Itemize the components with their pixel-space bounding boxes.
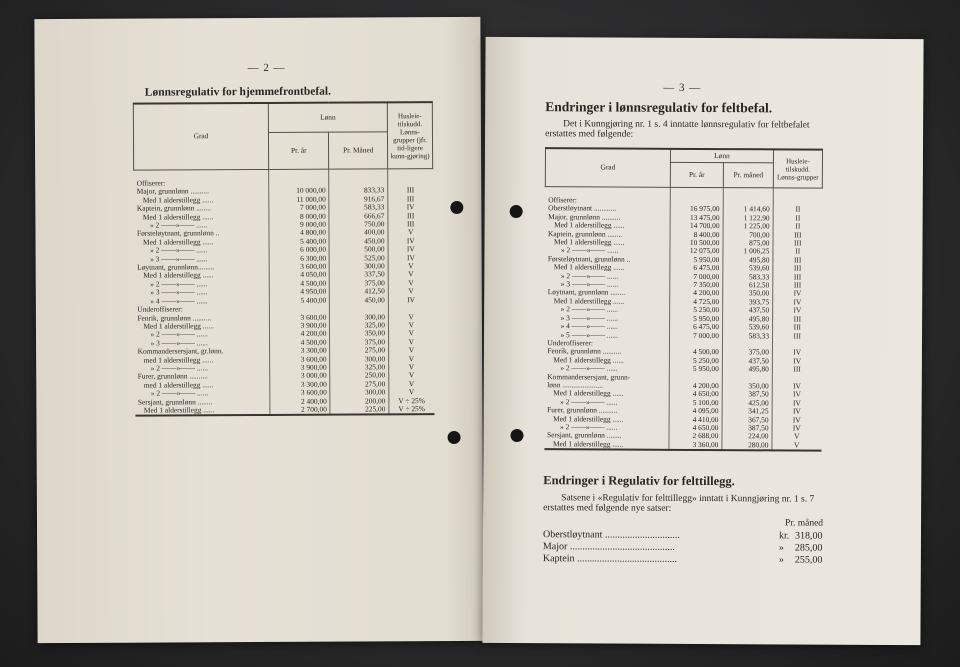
monthly-cell: 495,80 [723,315,773,324]
monthly-cell: 1 006,25 [723,248,773,257]
supplement-label: Oberstløytnant .............................. [542,529,680,541]
group-cell: IV [772,416,821,425]
grade-cell: Furer, grunnlønn .......... [137,371,208,381]
grade-cell: Kommandersersjant, gr.lønn. [137,346,224,356]
group-cell: II [773,206,822,215]
monthly-cell: 224,00 [722,432,772,441]
grade-cell: Førsteløytnant, grunnlønn .. [547,254,631,264]
group-cell: V [389,388,434,397]
monthly-cell: 225,00 [330,405,389,415]
supplement-intro: Satsene i «Regulativ for felttillegg» inntatt i Kunngjøring nr. 1 s. 7 erstattes med følgende nye satser: [543,493,815,514]
monthly-cell: 400,00 [329,229,388,238]
annual-cell: 16 975,00 [670,205,723,214]
annual-cell: 13 475,00 [670,214,723,223]
annual-cell: 6 475,00 [670,323,723,332]
group-cell: III [773,332,822,341]
grade-cell: » 2 ——»—— ...... [560,363,618,373]
monthly-cell: 833,33 [329,187,388,196]
group-cell: III [388,186,433,195]
grade-cell: » 2 ——»—— ...... [560,397,618,407]
group-cell: III [773,323,822,332]
annual-cell: 3 300,00 [270,380,331,389]
table-row [135,405,434,416]
annual-cell: 8 000,00 [269,212,330,221]
monthly-cell: 875,00 [723,239,773,248]
group-cell: V [389,355,434,364]
annual-cell: 8 400,00 [670,230,723,239]
grade-cell: Med 1 alderstillegg ...... [553,413,624,424]
annual-cell: 14 700,00 [670,222,723,231]
monthly-cell: 300,00 [330,355,389,364]
group-cell: IV [772,399,821,408]
group-cell: IV [773,298,822,307]
table-body [544,187,822,451]
header-pr-maned: Pr. Måned [329,132,388,169]
grade-cell: Løytnant, grunnlønn ........ [547,287,626,298]
monthly-cell: 325,00 [330,363,389,372]
group-cell: V [772,433,821,442]
supplement-label: Kaptein ........................................ [542,553,678,565]
group-cell: V [388,313,433,322]
annual-cell: 4 095,00 [669,407,722,416]
annual-cell: 3 360,00 [669,441,722,451]
annual-cell: 7 000,00 [670,272,723,281]
grade-cell: Løytnant, grunnlønn......... [137,262,215,272]
group-cell: IV [773,307,822,316]
group-cell: IV [388,254,433,263]
page-number: — 2 — [247,61,286,75]
annual-cell: 3 900,00 [269,322,330,331]
monthly-cell: 337,50 [330,271,389,280]
punch-hole [510,429,523,442]
grade-cell: lønn ...................... [547,380,603,390]
annual-cell: 5 950,00 [670,256,723,265]
monthly-cell: 341,25 [722,407,772,416]
grade-cell: Med 1 alderstillegg ...... [552,438,624,449]
header-pr-ar: Pr. år [268,132,329,169]
group-cell: III [773,315,822,324]
monthly-cell: 250,00 [330,372,389,381]
grade-cell: » 2 ——»—— ...... [560,245,619,255]
monthly-cell: 375,00 [722,348,772,357]
left-page [34,17,483,643]
annual-cell: 7 350,00 [670,281,723,290]
monthly-cell: 412,50 [330,288,389,297]
grade-cell: » 2 ——»—— ...... [560,270,619,281]
grade-cell: Underoffiserer: [547,338,593,348]
header-grad: Grad [133,103,268,170]
group-cell: IV [772,424,821,433]
annual-cell: 4 800,00 [269,229,330,238]
group-cell: IV [772,408,821,417]
salary-table-homefront [133,101,435,417]
annual-cell: 4 725,00 [670,298,723,307]
monthly-cell: 450,00 [329,237,388,246]
monthly-cell: 200,00 [330,397,389,406]
table-row [544,440,821,451]
monthly-cell: 300,00 [330,388,389,397]
grade-cell: Major, grunnlønn .......... [136,186,209,197]
group-cell: III [773,281,822,290]
annual-cell: 2 400,00 [270,397,331,406]
grade-cell: » 3 ——»—— ...... [560,312,618,323]
grade-cell: Med 1 alderstillegg ...... [142,195,214,205]
group-cell: V [772,441,821,451]
monthly-cell: 700,00 [723,231,773,240]
monthly-cell: 325,00 [330,321,389,330]
annual-cell: 10 000,00 [269,187,330,196]
grade-cell: Furer, grunnlønn .......... [547,405,618,415]
group-cell: IV [772,349,821,358]
monthly-cell: 539,60 [723,264,773,273]
monthly-cell: 350,00 [723,290,773,299]
annual-cell: 5 950,00 [669,365,722,374]
grade-cell: Med 1 alderstillegg ...... [553,354,624,365]
grade-cell: » 2 ——»—— ...... [150,279,208,289]
grade-cell: Underoffiserer: [137,304,183,314]
annual-cell: 5 950,00 [670,315,723,324]
right-page [482,37,923,645]
monthly-cell: 300,00 [330,313,389,322]
grade-cell: med 1 alderstillegg ...... [143,354,214,365]
supplement-title: Endringer i Regulativ for felttillegg. [543,473,735,489]
group-cell: III [773,265,822,274]
group-cell: V [388,329,433,338]
group-cell: II [773,248,822,257]
grade-cell: Kaptein, grunnlønn ........ [136,203,211,213]
group-cell: III [772,365,821,374]
annual-cell: 3 300,00 [270,347,331,356]
group-cell: II [773,214,822,223]
monthly-cell: 280,00 [722,441,772,451]
intro-text: Det i Kunngjøring nr. 1 s. 4 inntatte lønnsregulativ for feltbefalet erstattes med følgende: [545,119,810,140]
punch-hole [510,205,523,218]
group-cell: V [388,229,433,238]
annual-cell: 10 500,00 [670,239,723,248]
group-cell: IV [388,245,433,254]
page-title: Lønnsregulativ for hjemmefrontbefal. [144,85,332,99]
annual-cell: 4 500,00 [669,348,722,357]
grade-cell: Major, grunnlønn .......... [548,212,621,222]
grade-cell: » 3 ——»—— ...... [150,337,208,348]
annual-cell: 7 000,00 [670,331,723,340]
header-husleie: Husleie-tilskudd. Lønns-grupper (jfr. tid-ligere kunn-gjøring) [387,102,432,169]
group-cell: V [388,271,433,280]
monthly-cell: 300,00 [330,262,389,271]
salary-table-field [543,147,823,452]
monthly-cell: 916,67 [329,195,388,204]
group-cell: III [388,220,433,229]
annual-cell: 6 000,00 [269,246,330,255]
annual-cell: 2 688,00 [669,432,722,441]
group-cell: IV [388,203,433,212]
group-cell: V [388,262,433,271]
annual-cell: 4 650,00 [669,424,722,433]
grade-cell: med 1 alderstillegg ...... [143,379,214,390]
grade-cell: » 5 ——»—— ...... [560,329,618,340]
annual-cell: 3 600,00 [269,313,330,322]
annual-cell: 4 650,00 [669,390,722,399]
supplement-value: 255,00 [794,554,823,566]
supplement-label: Major .......................................... [542,541,675,553]
header-grad: Grad [545,148,670,187]
monthly-cell: 387,50 [722,390,772,399]
monthly-cell: 437,50 [723,306,773,315]
annual-cell: 9 000,00 [269,221,330,230]
grade-cell: Med 1 alderstillegg ...... [143,270,214,281]
annual-cell: 5 250,00 [670,306,723,315]
grade-cell: Kommandersersjant, grunn- [547,371,631,382]
monthly-cell: 583,33 [723,273,773,282]
grade-cell: » 3 ——»—— ...... [560,279,619,289]
grade-cell: » 2 ——»—— ...... [560,304,618,314]
annual-cell: 3 600,00 [269,263,330,272]
grade-cell: » 2 ——»—— ...... [150,329,208,339]
group-cell: III [773,256,822,265]
monthly-cell: 450,00 [330,296,389,305]
group-cell: III [773,231,822,240]
grade-cell: Med 1 alderstillegg ...... [554,220,625,230]
annual-cell: 3 900,00 [270,364,331,373]
table-row [134,169,433,188]
monthly-cell: 525,00 [330,254,389,263]
monthly-cell: 425,00 [722,399,772,408]
grade-cell: » 2 ——»—— ...... [150,388,209,398]
monthly-cell: 350,00 [722,382,772,391]
monthly-cell: 495,80 [723,256,773,265]
grade-cell: Offiserer: [548,195,577,205]
header-lonn: Lønn [670,149,773,163]
group-cell: IV [388,237,433,246]
grade-cell: » 2 ——»—— ...... [560,422,618,432]
grade-cell: Med 1 alderstillegg ...... [553,388,624,398]
annual-cell: 4 410,00 [669,415,722,424]
group-cell: V ÷ 25% [389,397,434,406]
group-cell: III [388,195,433,204]
monthly-cell: 500,00 [330,246,389,255]
group-cell: V [388,287,433,296]
annual-cell: 12 075,00 [670,247,723,256]
annual-cell: 3 000,00 [270,372,331,381]
group-cell: V [388,321,433,330]
grade-cell: Kaptein, grunnlønn ........ [548,228,623,239]
annual-cell [269,169,330,187]
annual-cell: 4 500,00 [270,338,331,347]
group-cell: V [388,279,433,288]
annual-cell: 4 200,00 [669,382,722,391]
monthly-cell: 375,00 [330,279,389,288]
group-cell: IV [388,296,433,305]
monthly-cell [329,169,388,187]
group-cell: IV [772,391,821,400]
header-pr-ar: Pr. år [670,162,723,187]
group-cell: V ÷ 25% [389,405,434,415]
grade-cell: Med 1 alderstillegg ...... [143,405,215,415]
supplement-column-header: Pr. måned [785,518,824,529]
table-body [134,169,434,416]
grade-cell: Med 1 alderstillegg ...... [143,237,214,247]
grade-cell: Med 1 alderstillegg ...... [142,211,214,222]
annual-cell: 2 700,00 [270,406,331,416]
grade-cell: Oberstløytnant ............ [548,203,617,213]
monthly-cell: 437,50 [722,357,772,366]
grade-cell: » 4 ——»—— ...... [150,295,208,306]
grade-cell: Sersjant, grunnlønn ........ [546,430,622,440]
group-cell [388,169,433,187]
group-cell: IV [772,382,821,391]
annual-cell: 5 100,00 [669,399,722,408]
supplement-value: 285,00 [794,542,823,554]
grade-cell: » 2 ——»—— ...... [149,220,208,230]
grade-cell: Med 1 alderstillegg ...... [553,296,625,306]
header-lonn: Lønn [268,102,387,132]
group-cell: III [773,273,822,282]
annual-cell: 4 050,00 [269,271,330,280]
annual-cell: 7 000,00 [269,204,330,213]
monthly-cell: 750,00 [329,220,388,229]
grade-cell: » 4 ——»—— ...... [560,321,618,331]
annual-cell: 4 200,00 [270,330,331,339]
annual-cell: 6 300,00 [269,254,330,263]
annual-cell: 4 950,00 [269,288,330,297]
annual-cell: 5 400,00 [269,237,330,246]
group-cell: II [773,223,822,232]
grade-cell: » 3 ——»—— ...... [150,253,208,264]
supplement-currency: » [778,554,784,566]
monthly-cell: 1 122,90 [723,214,773,223]
monthly-cell: 275,00 [330,346,389,355]
annual-cell: 11 000,00 [269,195,330,204]
group-cell: IV [773,290,822,299]
monthly-cell: 393,75 [723,298,773,307]
grade-cell: » 2 ——»—— ...... [150,363,209,373]
grade-cell: Fenrik, grunnlønn .......... [547,346,622,356]
grade-cell: Sersjant, grunnlønn ........ [137,396,213,407]
group-cell: V [389,380,434,389]
monthly-cell: 367,50 [722,416,772,425]
group-cell: V [389,371,434,380]
monthly-cell: 666,67 [329,212,388,221]
monthly-cell: 583,33 [722,332,772,341]
monthly-cell: 539,60 [722,323,772,332]
group-cell: V [389,363,434,372]
monthly-cell: 583,33 [329,204,388,213]
monthly-cell: 375,00 [330,338,389,347]
page-number: — 3 — [663,81,702,94]
group-cell: III [388,212,433,221]
page-title: Endringer i lønnsregulativ for feltbefal. [545,99,773,116]
punch-hole [448,431,461,444]
annual-cell: 5 400,00 [269,296,330,305]
grade-cell: » 2 ——»—— ...... [150,245,208,255]
monthly-cell: 612,50 [723,281,773,290]
monthly-cell: 495,80 [722,365,772,374]
annual-cell: 4 500,00 [269,280,330,289]
group-cell: IV [772,357,821,366]
monthly-cell [723,188,773,206]
annual-cell: 3 600,00 [270,355,331,364]
punch-hole [450,201,463,214]
monthly-cell: 1 414,60 [723,206,773,215]
grade-cell: Offiserer: [136,178,166,188]
grade-cell: Fenrik, grunnlønn .......... [137,312,212,323]
supplement-value: 318,00 [794,530,823,542]
annual-cell: 5 250,00 [669,357,722,366]
grade-cell: Med 1 alderstillegg ...... [553,237,625,247]
group-cell [773,188,822,206]
annual-cell: 6 475,00 [670,264,723,273]
group-cell: V [389,338,434,347]
monthly-cell: 387,50 [722,424,772,433]
header-husleie: Husleie-tilskudd. Lønns-grupper [773,149,822,188]
supplement-currency: kr. [778,530,790,542]
grade-cell: » 3 ——»—— ...... [150,287,208,297]
grade-cell: Med 1 alderstillegg ...... [553,262,625,272]
monthly-cell: 350,00 [330,330,389,339]
group-cell: III [773,239,822,248]
annual-cell [670,187,723,205]
monthly-cell: 275,00 [330,380,389,389]
group-cell: V [389,346,434,355]
supplement-currency: » [778,542,784,554]
monthly-cell: 1 225,00 [723,222,773,231]
grade-cell: Førsteløytnant, grunnlønn .. [136,228,220,239]
header-pr-maned: Pr. måned [723,163,773,188]
grade-cell: Med 1 alderstillegg ...... [143,321,214,331]
annual-cell: 3 600,00 [270,389,331,398]
annual-cell: 4 200,00 [670,289,723,298]
